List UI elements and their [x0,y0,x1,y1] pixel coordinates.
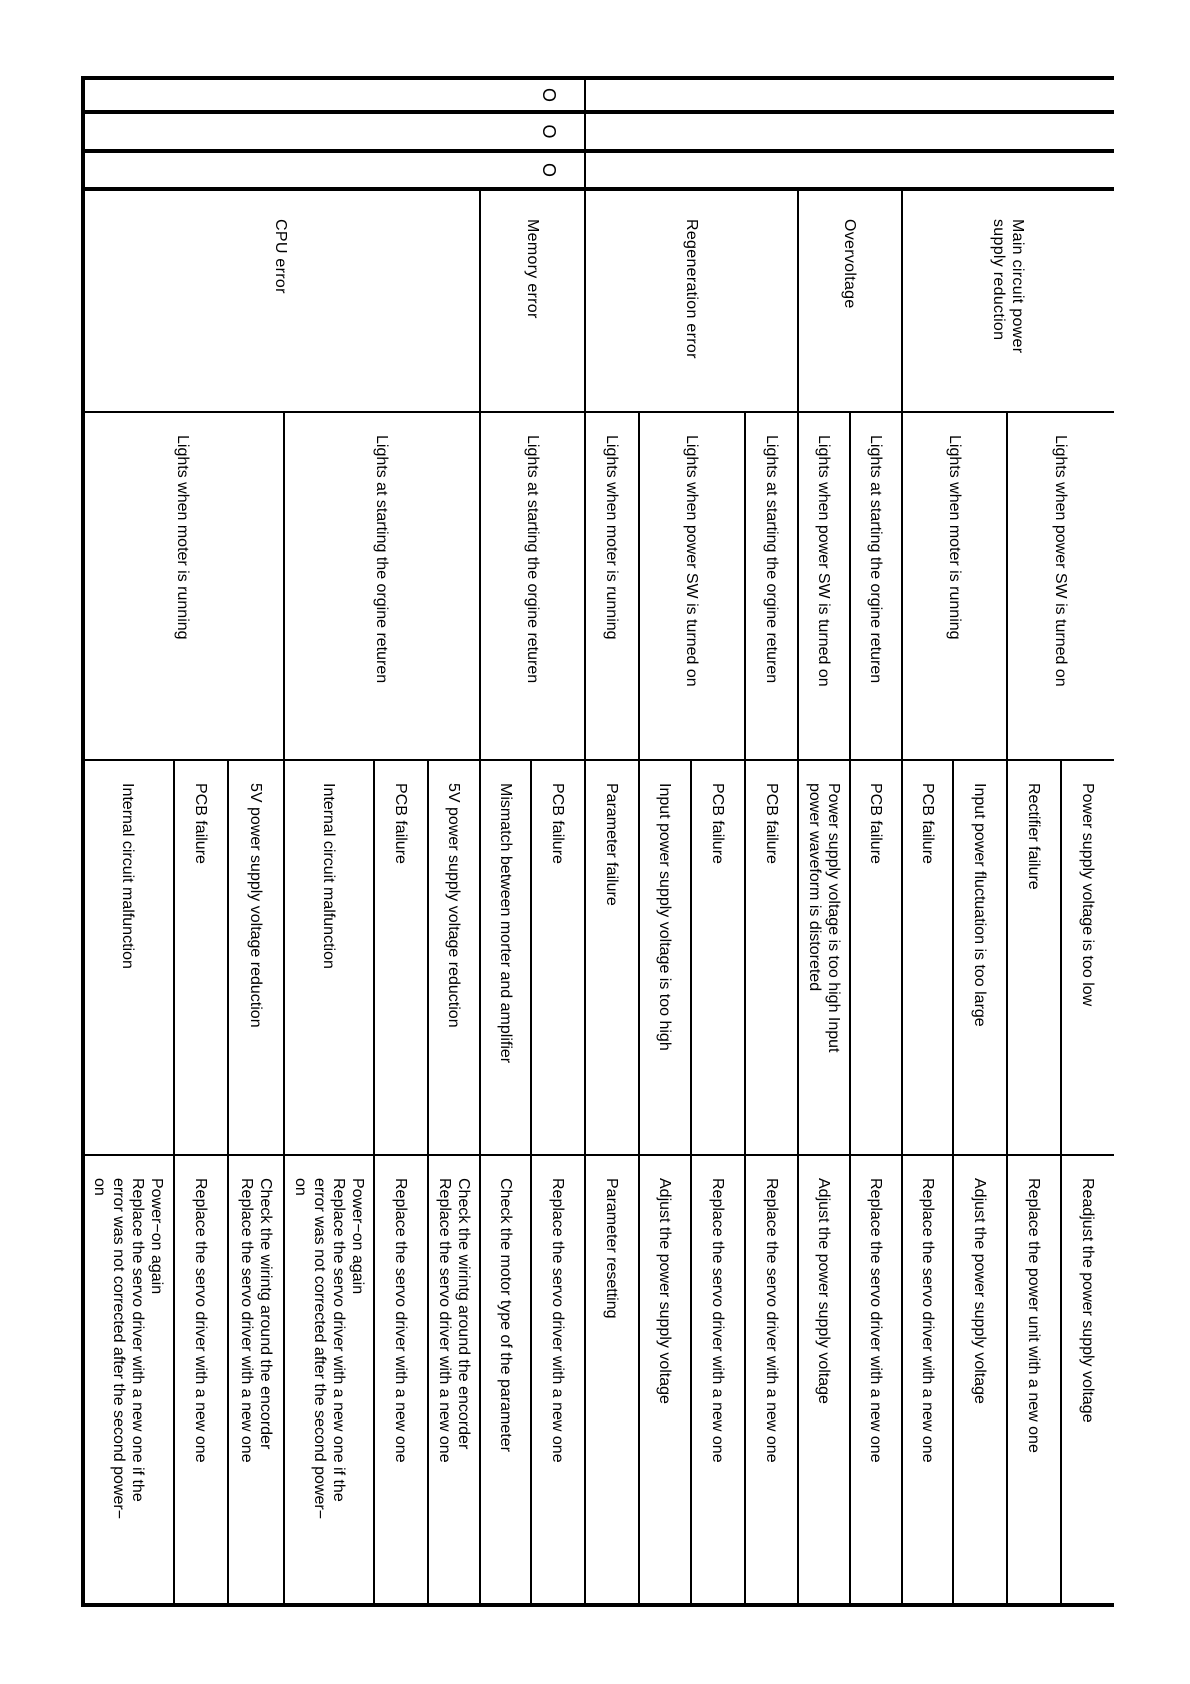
error-name-cell-text: Main circuit power supply reduction [990,219,1027,354]
troubleshooting-table [81,76,1114,1607]
indicator-cell [81,153,584,191]
cause-cell-text: Input power fluctuation is too large [971,783,989,1027]
cause-cell-text: PCB failure [763,783,780,864]
error-name-cell [479,191,584,413]
condition-cell [744,413,797,761]
error-name-cell-text: CPU error [272,219,290,294]
condition-cell-text: Lights when moter is running [603,435,621,640]
remedy-cell [479,1156,530,1607]
indicator-mark: O [539,162,559,178]
remedy-cell [744,1156,797,1607]
cause-cell [283,761,373,1156]
remedy-cell-text: Replace the power unit with a new one [1025,1178,1043,1453]
error-name-cell-text: Overvoltage [841,219,859,309]
cause-cell [427,761,479,1156]
cause-cell [173,761,227,1156]
condition-cell-text: Lights when power SW is turned on [1052,435,1070,687]
error-name-cell [584,191,797,413]
cause-cell-text: PCB failure [709,783,727,864]
cause-cell-text: PCB failure [867,783,885,864]
error-name-cell-text: Memory error [524,219,541,319]
condition-cell-text: Lights at starting the orgine returen [373,435,391,684]
remedy-cell-text: Parameter resetting [603,1178,621,1319]
condition-cell-text: Lights when moter is running [946,435,963,640]
cause-cell-text: Mismatch between morter and amplifier [497,783,514,1064]
condition-cell-text: Lights at starting the orgine returen [524,435,541,684]
cause-cell [373,761,427,1156]
remedy-cell-text: Check the wirintg around the encorder Replace the servo driver with a new one [436,1178,472,1463]
remedy-cell-text: Replace the servo driver with a new one [549,1178,567,1463]
cause-cell [81,761,173,1156]
error-name-cell [901,191,1114,413]
remedy-cell-text: Adjust the power supply voltage [815,1178,833,1404]
remedy-cell [81,1156,173,1607]
remedy-cell [530,1156,584,1607]
indicator-blank-cell [584,80,1114,114]
remedy-cell-text: Check the motor type of the parameter [497,1178,514,1452]
cause-cell-text: Parameter failure [603,783,621,906]
cause-cell-text: Power supply voltage is too low [1079,783,1097,1007]
cause-cell [901,761,952,1156]
indicator-blank-cell [584,153,1114,191]
cause-cell-text: PCB failure [919,783,936,864]
error-name-cell-text: Regeneration error [683,219,700,359]
cause-cell-text: Power supply voltage is too high Input power waveform is distoreted [806,783,842,1053]
remedy-cell [227,1156,283,1607]
remedy-cell [1060,1156,1114,1607]
remedy-cell [1006,1156,1060,1607]
indicator-mark: O [539,124,559,139]
remedy-cell-text: Replace the servo driver with a new one [919,1178,936,1463]
cause-cell [1060,761,1114,1156]
indicator-blank-cell [584,114,1114,153]
cause-cell [227,761,283,1156]
cause-cell-text: Internal circuit malfunction [119,783,137,969]
cause-cell [638,761,690,1156]
remedy-cell-text: Adjust the power supply voltage [971,1178,989,1404]
remedy-cell [638,1156,690,1607]
condition-cell-text: Lights at starting the orgine returen [867,435,885,684]
condition-cell [901,413,1006,761]
cause-cell-text: PCB failure [192,783,210,864]
cause-cell [1006,761,1060,1156]
remedy-cell-text: Adjust the power supply voltage [656,1178,674,1404]
remedy-cell [690,1156,744,1607]
cause-cell-text: Rectifier failure [1025,783,1043,890]
remedy-cell [427,1156,479,1607]
condition-cell-text: Lights at starting the orgine returen [763,435,780,684]
remedy-cell [797,1156,849,1607]
remedy-cell [173,1156,227,1607]
remedy-cell-text: Power−on again Replace the servo driver with a new one if the error was not corrected after the second power− on [292,1178,366,1520]
remedy-cell-text: Replace the servo driver with a new one [192,1178,210,1463]
error-name-cell [797,191,901,413]
error-name-cell [81,191,479,413]
condition-cell [638,413,744,761]
cause-cell-text: 5V power supply voltage reduction [445,783,463,1028]
remedy-cell-text: Check the wirintg around the encorder Replace the servo driver with a new one [238,1178,274,1463]
cause-cell [479,761,530,1156]
condition-cell [797,413,849,761]
condition-cell-text: Lights when power SW is turned on [815,435,833,687]
remedy-cell-text: Replace the servo driver with a new one [392,1178,410,1463]
remedy-cell-text: Replace the servo driver with a new one [763,1178,780,1463]
remedy-cell [952,1156,1006,1607]
cause-cell-text: Internal circuit malfunction [320,783,338,969]
condition-cell [1006,413,1114,761]
indicator-cell [81,114,584,153]
condition-cell [81,413,283,761]
cause-cell [584,761,638,1156]
cause-cell-text: 5V power supply voltage reduction [247,783,265,1028]
remedy-cell-text: Readjust the power supply voltage [1079,1178,1097,1423]
condition-cell [849,413,901,761]
remedy-cell [901,1156,952,1607]
indicator-mark: O [539,87,559,103]
condition-cell-text: Lights when power SW is turned on [683,435,701,687]
cause-cell [849,761,901,1156]
cause-cell [744,761,797,1156]
cause-cell [530,761,584,1156]
indicator-cell [81,80,584,114]
condition-cell [584,413,638,761]
remedy-cell-text: Power−on again Replace the servo driver with a new one if the error was not corrected after the second power− on [91,1178,165,1520]
condition-cell-text: Lights when moter is running [174,435,192,640]
condition-cell [283,413,479,761]
remedy-cell-text: Replace the servo driver with a new one [867,1178,885,1463]
cause-cell-text: Input power supply voltage is too high [656,783,674,1051]
cause-cell-text: PCB failure [392,783,410,864]
remedy-cell [849,1156,901,1607]
remedy-cell [584,1156,638,1607]
cause-cell [797,761,849,1156]
cause-cell [952,761,1006,1156]
condition-cell [479,413,584,761]
remedy-cell-text: Replace the servo driver with a new one [709,1178,727,1463]
cause-cell [690,761,744,1156]
remedy-cell [373,1156,427,1607]
remedy-cell [283,1156,373,1607]
cause-cell-text: PCB failure [549,783,567,864]
